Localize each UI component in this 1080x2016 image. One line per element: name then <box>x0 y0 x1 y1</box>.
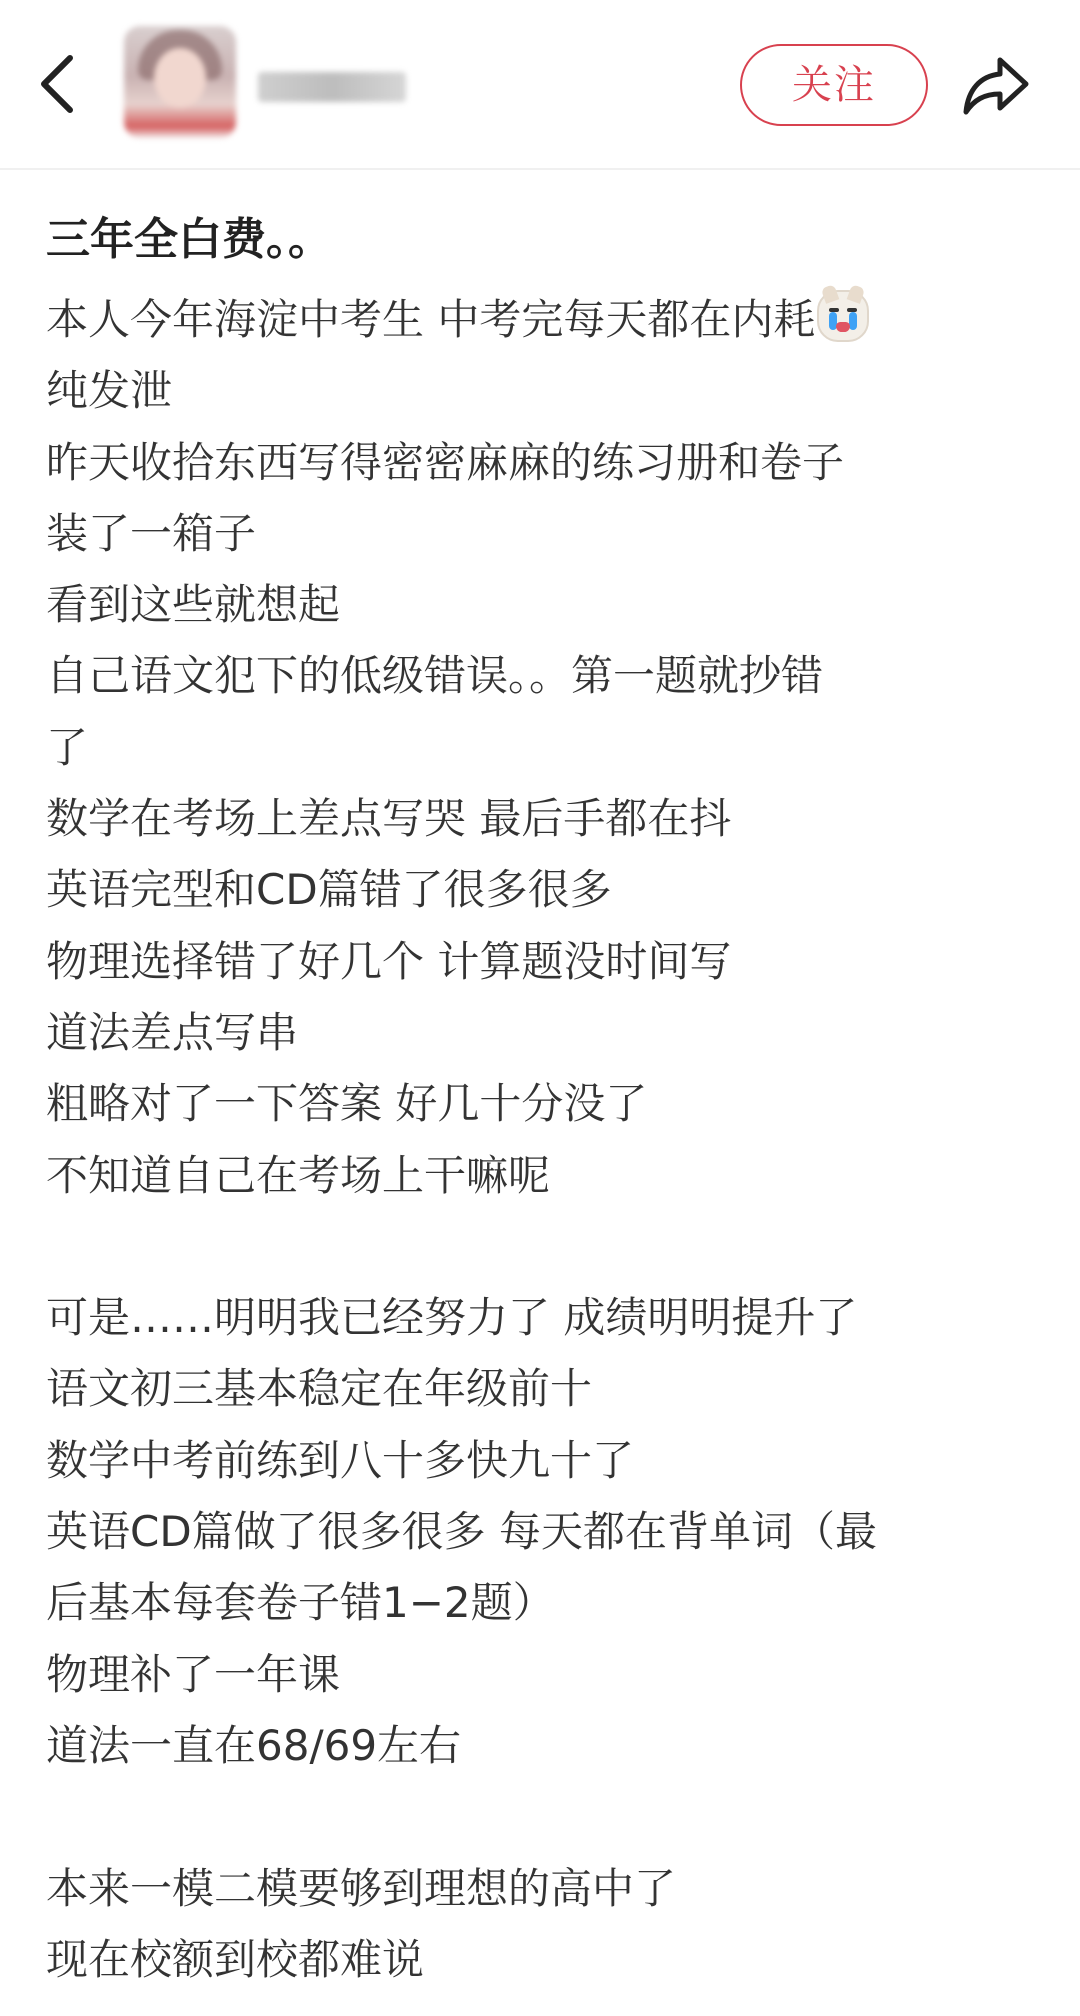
post-line: 英语CD篇做了很多很多 每天都在背单词（最 <box>46 1507 878 1557</box>
author-avatar[interactable] <box>124 26 236 138</box>
post-blank-line <box>46 1211 1046 1282</box>
post-line: 语文初三基本稳定在年级前十 <box>46 1364 593 1414</box>
post-line: 不知道自己在考场上干嘛呢 <box>46 1150 551 1200</box>
post-line: 道法一直在68/69左右 <box>46 1720 462 1770</box>
follow-button[interactable]: 关注 <box>740 44 928 126</box>
back-button[interactable] <box>30 44 90 124</box>
post-line: 数学在考场上差点写哭 最后手都在抖 <box>46 794 732 844</box>
share-button[interactable] <box>960 50 1032 122</box>
post-line: 物理选择错了好几个 计算题没时间写 <box>46 936 732 986</box>
post-title: 三年全白费。。 <box>46 214 332 265</box>
crying-dog-emoji-icon <box>817 290 869 342</box>
post-line: 自己语文犯下的低级错误。。第一题就抄错 <box>46 651 824 701</box>
post-line: 道法差点写串 <box>46 1007 299 1057</box>
post-line: 可是……明明我已经努力了 成绩明明提升了 <box>46 1293 858 1343</box>
post-line: 物理补了一年课 <box>46 1649 341 1699</box>
post-line: 英语完型和CD篇错了很多很多 <box>46 865 612 915</box>
post-line: 看到这些就想起 <box>46 580 341 630</box>
post-line: 了 <box>46 722 89 772</box>
post-line: 后基本每套卷子错1−2题） <box>46 1578 555 1628</box>
post-line: 数学中考前练到八十多快九十了 <box>46 1435 635 1485</box>
post-line: 昨天收拾东西写得密密麻麻的练习册和卷子 <box>46 437 845 487</box>
post-line: 现在校额到校都难说 <box>46 1934 425 1984</box>
author-name-blurred[interactable] <box>258 72 406 102</box>
post-line-1-text: 本人今年海淀中考生 中考完每天都在内耗 <box>46 295 816 344</box>
chevron-left-icon <box>30 44 90 124</box>
post-line-1 <box>46 284 1046 355</box>
post-line: 本来一模二模要够到理想的高中了 <box>46 1863 677 1913</box>
post-line: 装了一箱子 <box>46 508 257 558</box>
share-icon <box>960 50 1032 122</box>
post-line: 粗略对了一下答案 好几十分没了 <box>46 1079 648 1129</box>
post-line: 纯发泄 <box>46 366 173 416</box>
post-content <box>46 200 1046 1995</box>
post-blank-line <box>46 1781 1046 1852</box>
top-bar <box>0 0 1080 170</box>
